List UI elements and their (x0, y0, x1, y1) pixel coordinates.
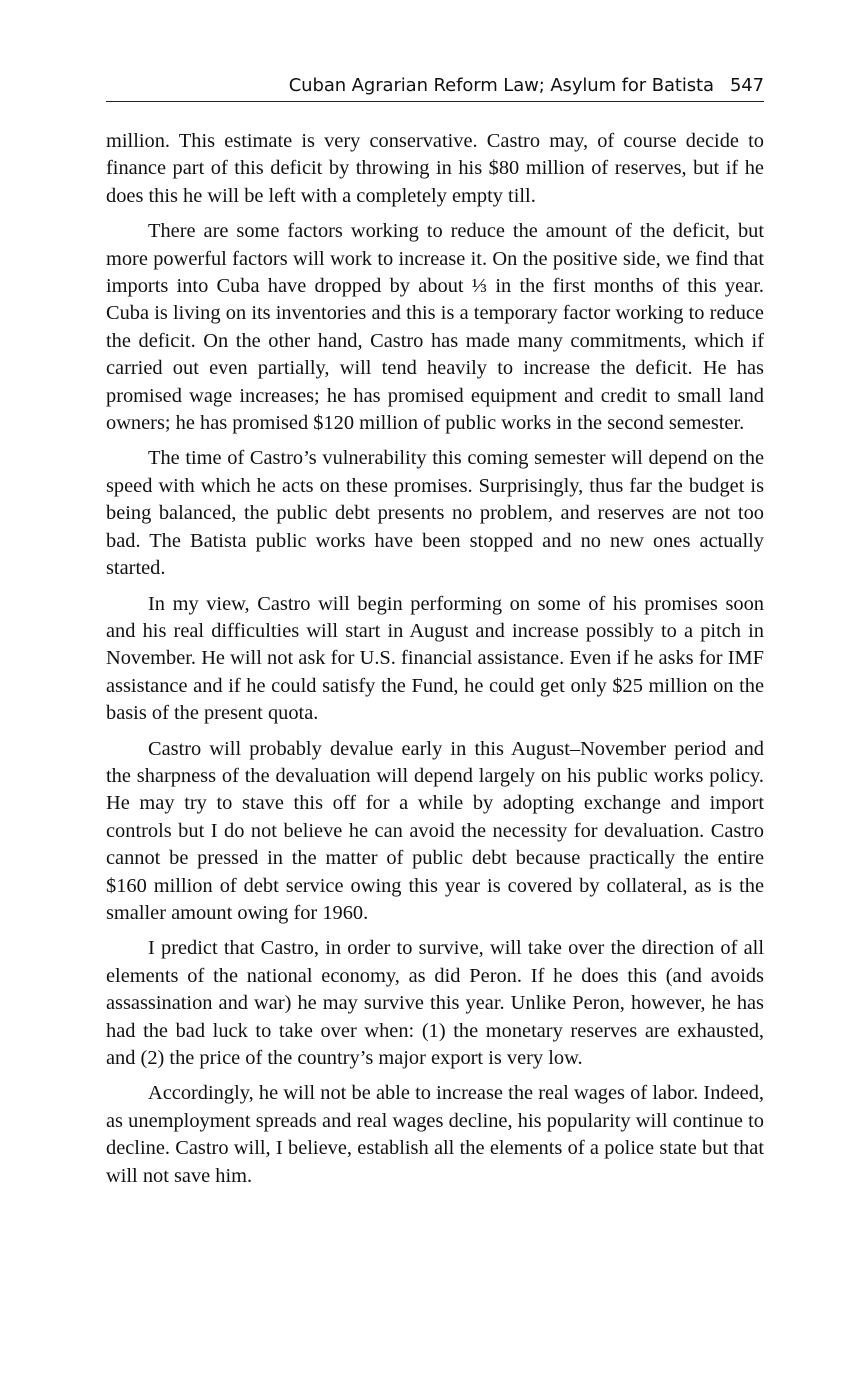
body-text (106, 128, 764, 1190)
running-header (106, 74, 764, 102)
document-page (106, 74, 764, 1198)
paragraph: There are some factors working to reduce the amount of the deficit, but more powerful factors will work to increase it. On the positive side, we find that imports into Cuba have dropped by about ⅓ in the first months of this year. Cuba is living on its inventories and this is a temporary factor working to reduce the deficit. On the other hand, Castro has made many commitments, which if carried out even partially, will tend heavily to increase the deficit. He has promised wage increases; he has promised equipment and credit to small land owners; he has promised $120 million of public works in the second semester. (106, 220, 764, 435)
paragraph: Accordingly, he will not be able to increase the real wages of labor. Indeed, as unemployment spreads and real wages decline, his popularity will continue to decline. Castro will, I believe, establish all the elements of a police state but that will not save him. (106, 1082, 764, 1187)
paragraph: In my view, Castro will begin performing on some of his promises soon and his real difficulties will start in August and increase possibly to a pitch in November. He will not ask for U.S. financial assistance. Even if he asks for IMF assistance and if he could satisfy the Fund, he could get only $25 million on the basis of the present quota. (106, 592, 764, 725)
paragraph: Castro will probably devalue early in this August–November period and the sharpness of the devaluation will depend largely on his public works policy. He may try to stave this off for a while by adopting exchange and import controls but I do not believe he can avoid the necessity for devaluation. Castro cannot be pressed in the matter of public debt because practically the entire $160 million of debt service owing this year is covered by collateral, as is the smaller amount owing for 1960. (106, 737, 764, 924)
paragraph: The time of Castro’s vulnerability this coming semester will depend on the speed with which he acts on these promises. Surprisingly, thus far the budget is being balanced, the public debt presents no problem, and reserves are not too bad. The Batista public works have been stopped and no new ones actually started. (106, 447, 764, 580)
paragraph-continued: million. This estimate is very conservative. Castro may, of course decide to finance part of this deficit by throwing in his $80 million of reserves, but if he does this he will be left with a completely empty till. (106, 130, 764, 207)
running-title: Cuban Agrarian Reform Law; Asylum for Batista (288, 75, 714, 96)
page-number: 547 (729, 75, 764, 96)
paragraph: I predict that Castro, in order to survive, will take over the direction of all elements of the national economy, as did Peron. If he does this (and avoids assassination and war) he may survive this year. Unlike Peron, however, he has had the bad luck to take over when: (1) the monetary reserves are exhausted, and (2) the price of the country’s major export is very low. (106, 937, 764, 1069)
